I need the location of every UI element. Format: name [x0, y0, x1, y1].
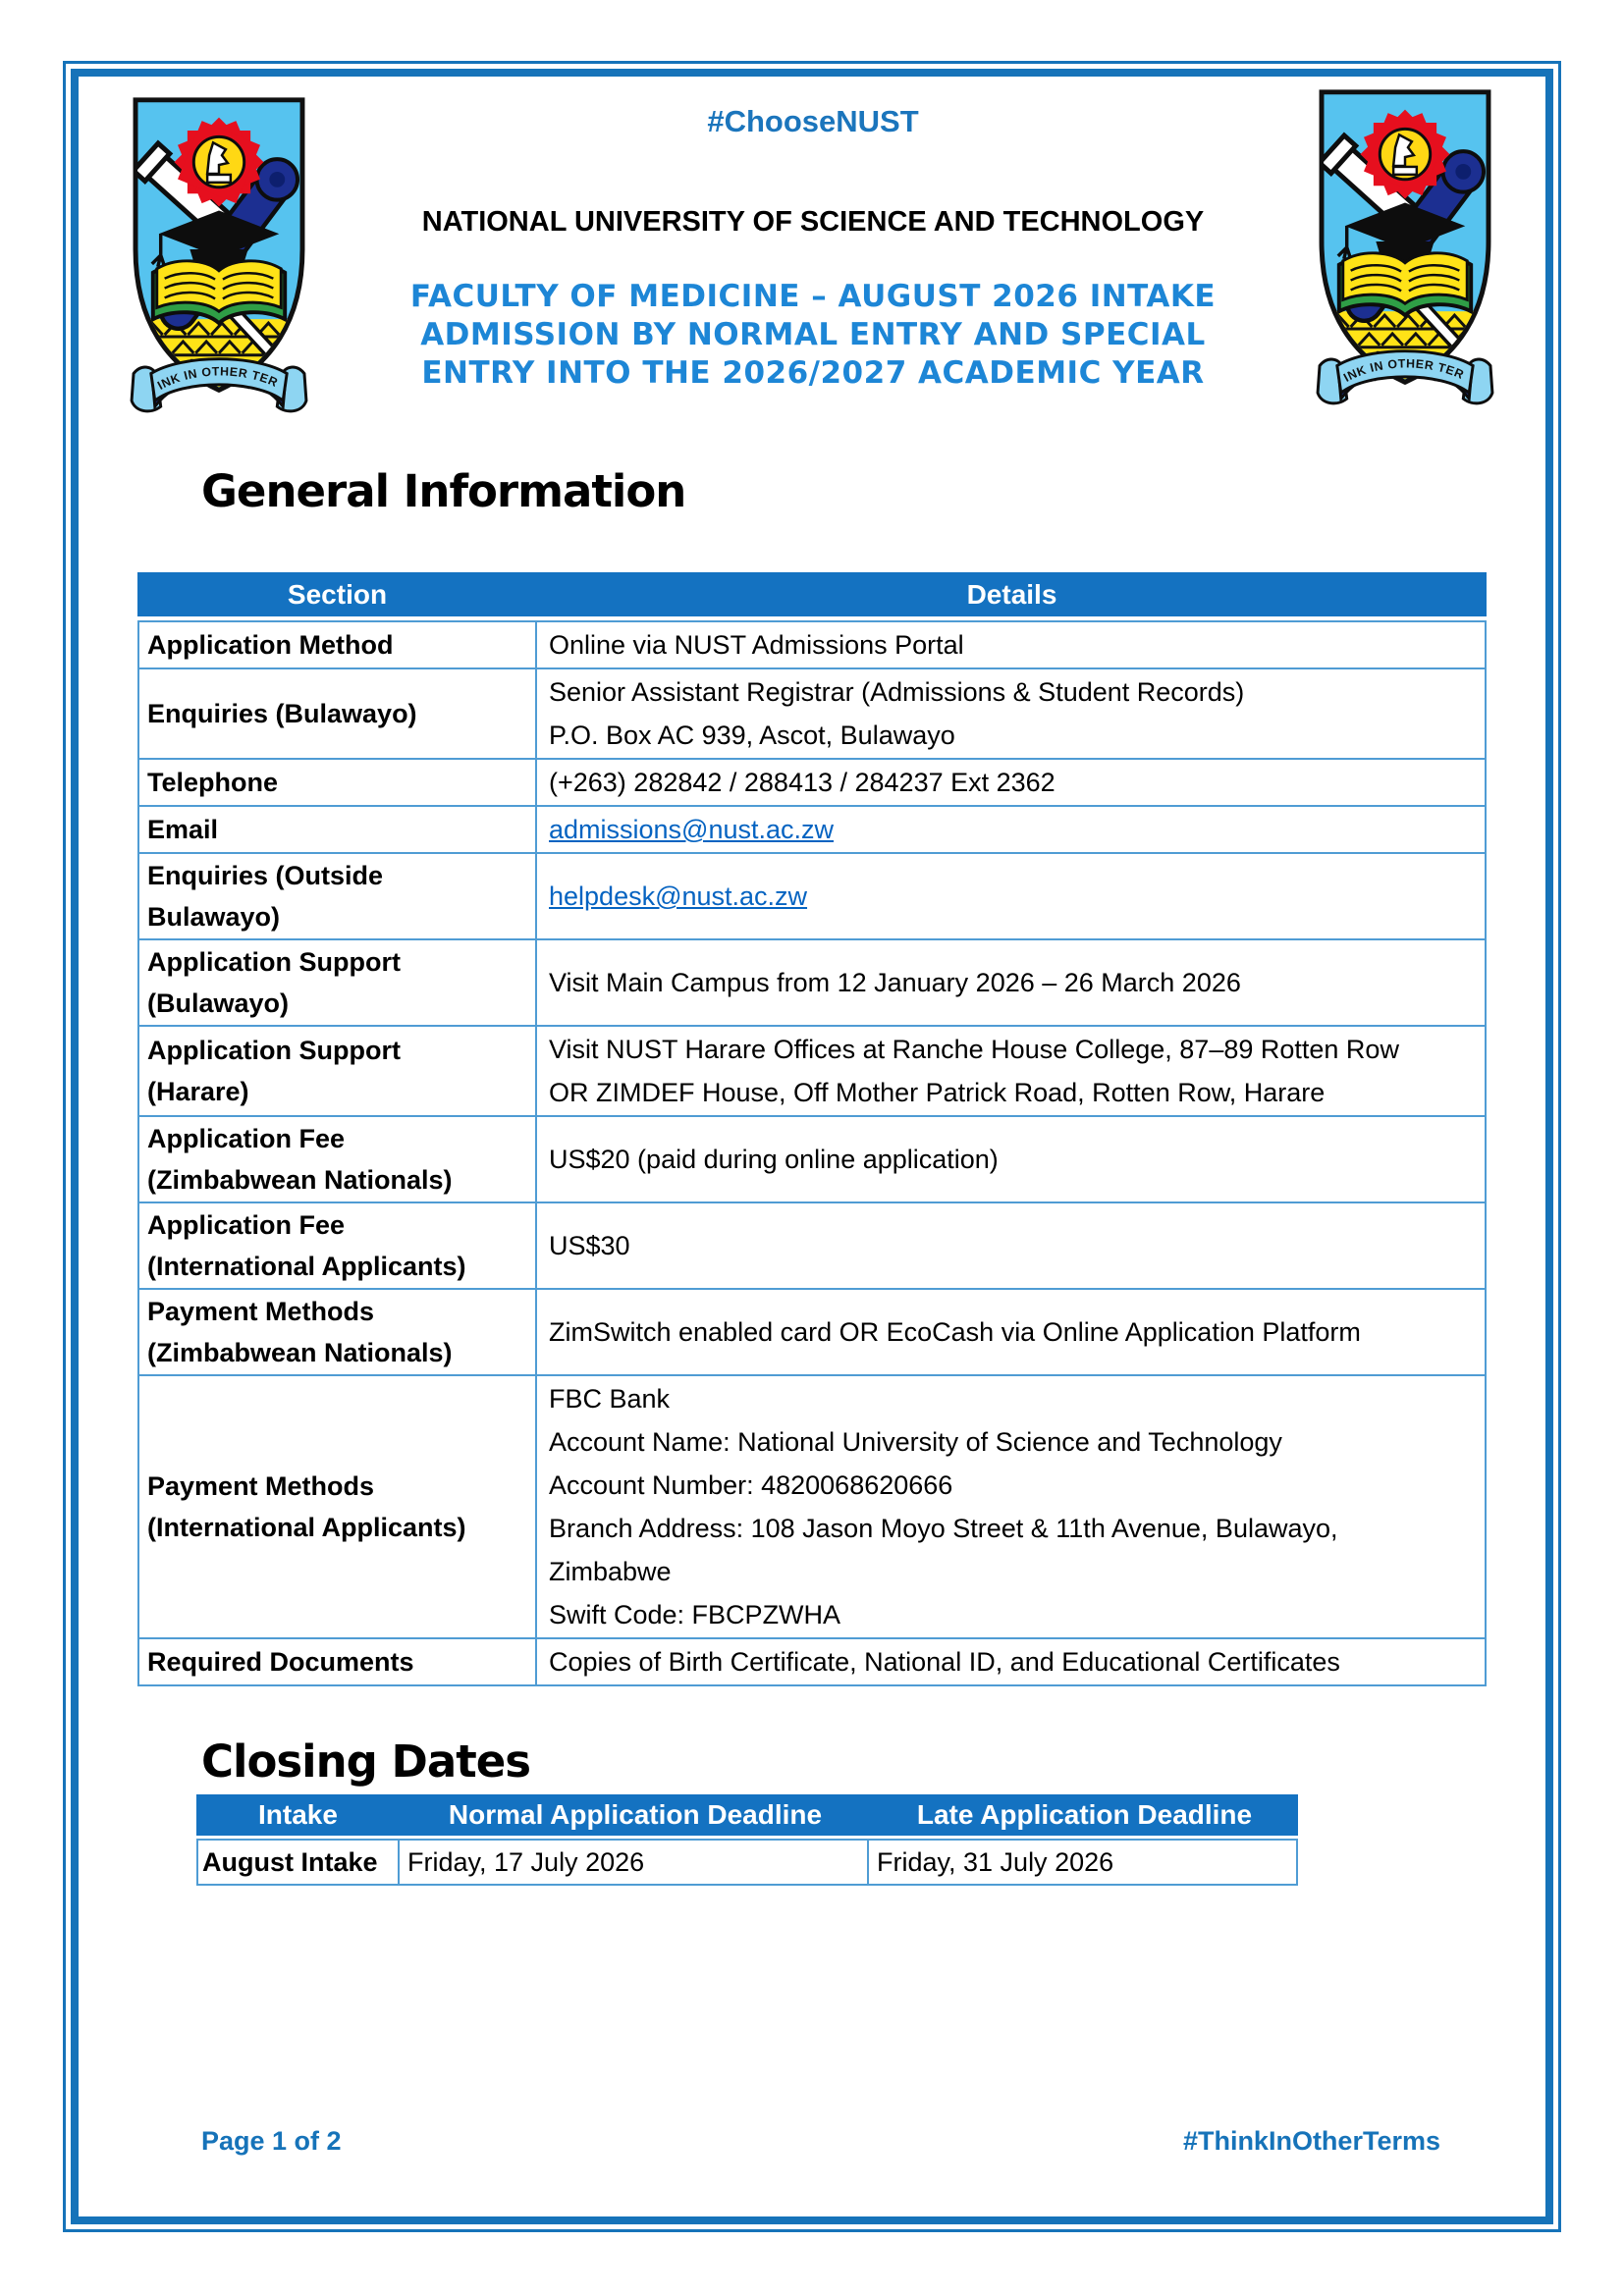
section-label: (Bulawayo): [147, 988, 290, 1018]
closing-dates-table: [196, 1794, 1298, 1886]
section-cell: [139, 1639, 537, 1684]
general-information-heading: General Information: [201, 465, 686, 517]
think-in-other-terms-hashtag: #ThinkInOtherTerms: [1182, 2126, 1440, 2156]
section-label: (Zimbabwean Nationals): [147, 1165, 453, 1195]
details-cell: [537, 1376, 1485, 1637]
details-cell: [537, 1639, 1485, 1684]
section-label: Email: [147, 815, 219, 844]
details-text: Swift Code: FBCPZWHA: [549, 1600, 841, 1629]
details-cell: [537, 1027, 1485, 1115]
page-number: Page 1 of 2: [201, 2126, 342, 2156]
details-text: Copies of Birth Certificate, National ID, and Educational Certificates: [549, 1647, 1340, 1677]
table-row: [139, 758, 1485, 805]
table-row: [139, 1115, 1485, 1201]
closing-dates-heading: Closing Dates: [201, 1735, 531, 1788]
nust-crest-logo: [1308, 79, 1502, 408]
table-row: [139, 852, 1485, 938]
intake-cell: August Intake: [198, 1841, 400, 1884]
section-cell: [139, 1290, 537, 1374]
section-cell: [139, 854, 537, 938]
details-cell: [537, 760, 1485, 805]
section-cell: [139, 1117, 537, 1201]
title-line: FACULTY OF MEDICINE – AUGUST 2026 INTAKE: [409, 279, 1217, 314]
section-label: Bulawayo): [147, 902, 281, 932]
table-row: [139, 622, 1485, 667]
details-text: Account Number: 4820068620666: [549, 1470, 953, 1500]
title-line: ADMISSION BY NORMAL ENTRY AND SPECIAL: [420, 317, 1206, 352]
details-text: Zimbabwe: [549, 1557, 672, 1586]
table-row: [139, 805, 1485, 852]
admissions-email-link[interactable]: admissions@nust.ac.zw: [549, 815, 835, 844]
details-cell: [537, 669, 1485, 758]
university-name: NATIONAL UNIVERSITY OF SCIENCE AND TECHNOLOGY: [421, 206, 1205, 238]
section-label: (International Applicants): [147, 1513, 466, 1542]
section-label: Application Support: [147, 1036, 401, 1065]
details-text: ZimSwitch enabled card OR EcoCash via Online Application Platform: [549, 1317, 1361, 1347]
helpdesk-email-link[interactable]: helpdesk@nust.ac.zw: [549, 881, 808, 911]
details-cell: [537, 807, 1485, 852]
table-row: [139, 1637, 1485, 1684]
details-text: P.O. Box AC 939, Ascot, Bulawayo: [549, 721, 955, 750]
section-cell: [139, 622, 537, 667]
section-cell: [139, 669, 537, 758]
details-cell: [537, 622, 1485, 667]
table-header-row: [196, 1794, 1298, 1836]
details-text: Branch Address: 108 Jason Moyo Street & 11th Avenue, Bulawayo,: [549, 1514, 1338, 1543]
details-text: FBC Bank: [549, 1384, 671, 1414]
table-body: [137, 620, 1487, 1686]
column-header-details: Details: [966, 578, 1057, 610]
section-label: Payment Methods: [147, 1471, 375, 1501]
section-cell: [139, 1376, 537, 1637]
column-header-intake: Intake: [258, 1799, 338, 1830]
details-text: OR ZIMDEF House, Off Mother Patrick Road, Rotten Row, Harare: [549, 1078, 1326, 1107]
section-cell: [139, 1027, 537, 1115]
section-label: Enquiries (Outside: [147, 861, 384, 890]
general-information-table: [137, 572, 1487, 1686]
section-label: Application Support: [147, 947, 401, 977]
choose-nust-hashtag: #ChooseNUST: [707, 104, 919, 138]
section-cell: [139, 940, 537, 1025]
section-label: Application Method: [147, 630, 394, 660]
section-label: (Zimbabwean Nationals): [147, 1338, 453, 1367]
table-row: [139, 1201, 1485, 1288]
section-label: Required Documents: [147, 1647, 414, 1677]
faculty-intake-title: [316, 278, 1310, 393]
table-row: [139, 1288, 1485, 1374]
section-label: Application Fee: [147, 1210, 346, 1240]
table-header-row: [137, 572, 1487, 616]
section-cell: [139, 760, 537, 805]
table-row: [139, 667, 1485, 758]
table-row: [198, 1841, 1296, 1884]
details-text: Online via NUST Admissions Portal: [549, 630, 964, 660]
column-header-late-deadline: Late Application Deadline: [916, 1799, 1253, 1830]
table-row: [139, 1374, 1485, 1637]
section-label: (Harare): [147, 1077, 249, 1106]
details-text: US$20 (paid during online application): [549, 1145, 999, 1174]
section-label: Payment Methods: [147, 1297, 375, 1326]
details-text: (+263) 282842 / 288413 / 284237 Ext 2362: [549, 768, 1056, 797]
column-header-normal-deadline: Normal Application Deadline: [448, 1799, 823, 1830]
column-header-section: Section: [287, 578, 388, 610]
section-label: Telephone: [147, 768, 279, 797]
title-line: ENTRY INTO THE 2026/2027 ACADEMIC YEAR: [421, 355, 1205, 391]
details-cell: [537, 854, 1485, 938]
details-cell: [537, 1203, 1485, 1288]
table-row: [139, 1025, 1485, 1115]
nust-crest-logo: [122, 86, 316, 416]
section-cell: [139, 807, 537, 852]
details-text: Visit NUST Harare Offices at Ranche House College, 87–89 Rotten Row: [549, 1035, 1399, 1064]
details-cell: [537, 1117, 1485, 1201]
section-label: (International Applicants): [147, 1252, 466, 1281]
section-cell: [139, 1203, 537, 1288]
details-cell: [537, 1290, 1485, 1374]
details-text: Visit Main Campus from 12 January 2026 – 26 March 2026: [549, 968, 1241, 997]
table-row: [139, 938, 1485, 1025]
section-label: Enquiries (Bulawayo): [147, 699, 417, 728]
details-text: Senior Assistant Registrar (Admissions & Student Records): [549, 677, 1245, 707]
details-text: US$30: [549, 1231, 630, 1260]
late-deadline-cell: Friday, 31 July 2026: [877, 1846, 1114, 1877]
details-text: Account Name: National University of Science and Technology: [549, 1427, 1282, 1457]
section-label: Application Fee: [147, 1124, 346, 1153]
normal-deadline-cell: Friday, 17 July 2026: [400, 1841, 869, 1884]
table-body: [196, 1839, 1298, 1886]
details-cell: [537, 940, 1485, 1025]
